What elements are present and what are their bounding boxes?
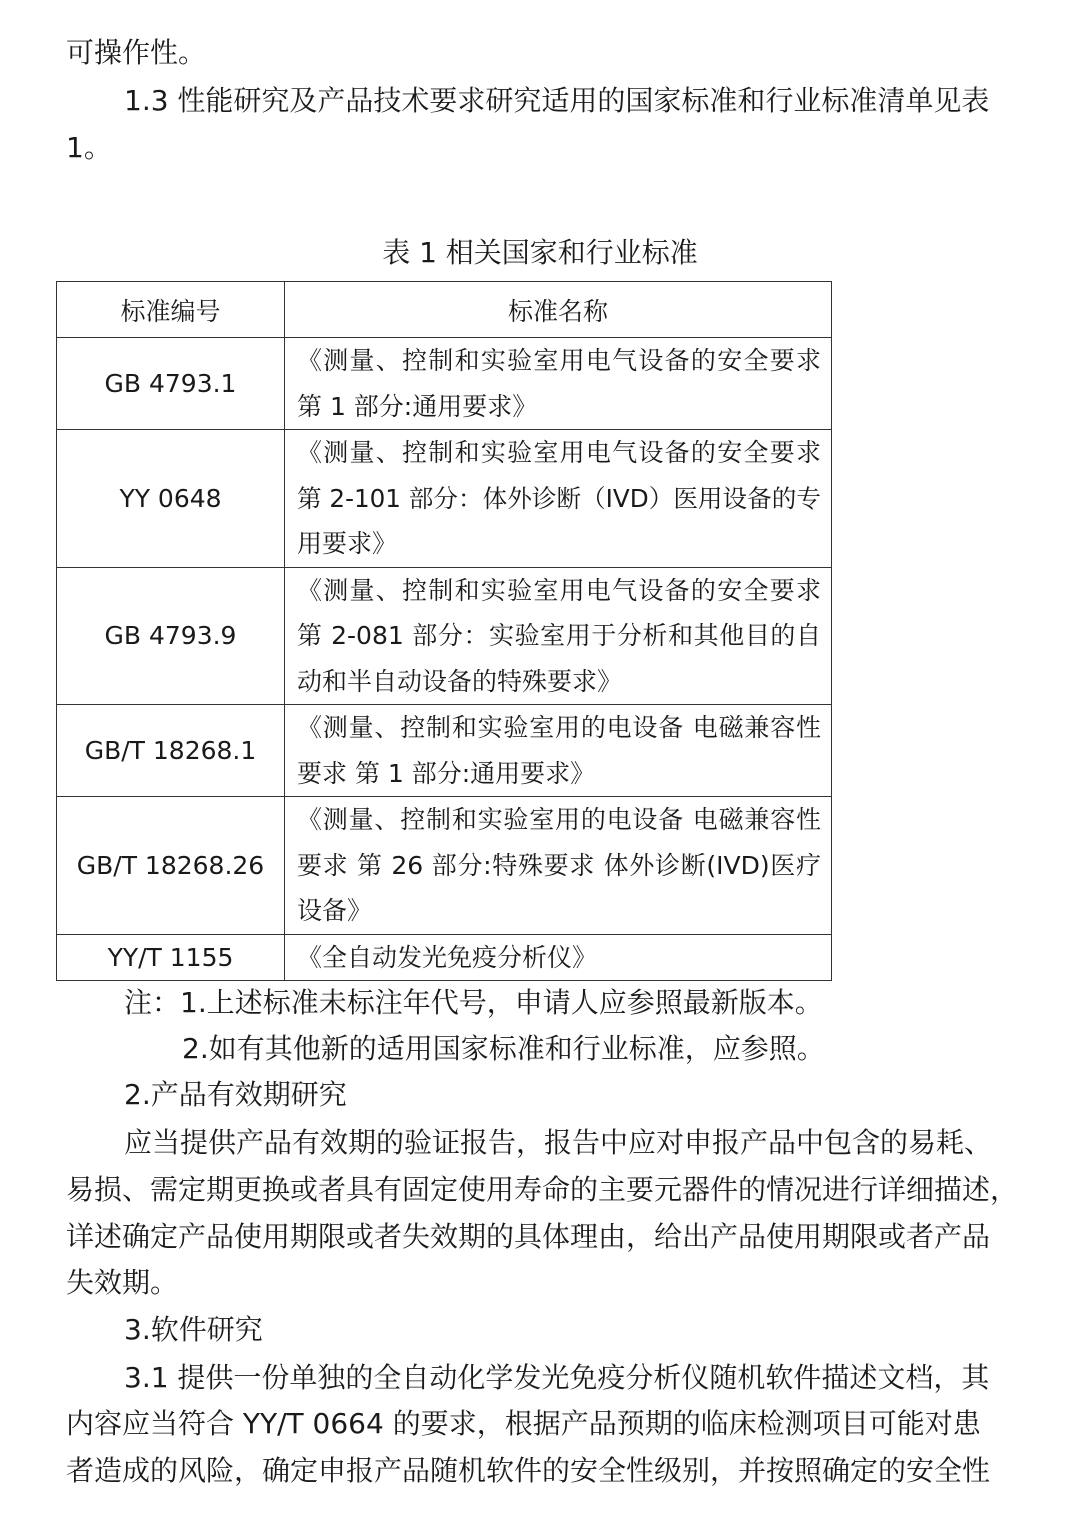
section-heading: 2.产品有效期研究 — [124, 1078, 347, 1111]
standards-table — [56, 281, 832, 981]
standard-name-line: 第 1 部分:通用要求》 — [297, 391, 538, 421]
standard-name-line: 《测量、控制和实验室用电气设备的安全要求 — [297, 346, 821, 375]
standard-name — [285, 567, 832, 705]
paragraph-line: 者造成的风险，确定申报产品随机软件的安全性级别，并按照确定的安全性 — [66, 1454, 991, 1487]
standard-code: GB 4793.9 — [57, 567, 285, 705]
standard-code: GB 4793.1 — [57, 338, 285, 430]
standard-code: YY/T 1155 — [57, 934, 285, 981]
standard-name-line: 用要求》 — [297, 529, 398, 558]
table-header-row — [57, 282, 832, 338]
table-row — [57, 934, 832, 981]
standard-name-line: 《测量、控制和实验室用的电设备 电磁兼容性 — [297, 805, 821, 834]
table-caption: 表 1 相关国家和行业标准 — [382, 236, 698, 269]
paragraph-line: 内容应当符合 YY/T 0664 的要求，根据产品预期的临床检测项目可能对患 — [66, 1407, 981, 1440]
standard-name-line: 动和半自动设备的特殊要求》 — [297, 666, 623, 696]
standard-name-line: 要求 第 1 部分:通用要求》 — [297, 758, 596, 788]
header-standard-name: 标准名称 — [285, 282, 832, 338]
standard-code: YY 0648 — [57, 430, 285, 568]
table-row — [57, 430, 832, 568]
standard-name-line: 要求 第 26 部分:特殊要求 体外诊断(IVD)医疗 — [297, 850, 821, 880]
standard-name — [285, 430, 832, 568]
header-standard-code: 标准编号 — [57, 282, 285, 338]
table-row — [57, 338, 832, 430]
table-row — [57, 797, 832, 935]
table-note: 2.如有其他新的适用国家标准和行业标准，应参照。 — [182, 1032, 825, 1065]
standard-name-line: 《全自动发光免疫分析仪》 — [297, 942, 598, 972]
paragraph-line: 1.3 性能研究及产品技术要求研究适用的国家标准和行业标准清单见表 — [124, 84, 990, 117]
section-heading: 3.软件研究 — [124, 1313, 263, 1346]
paragraph-line: 详述确定产品使用期限或者失效期的具体理由，给出产品使用期限或者产品 — [66, 1220, 991, 1253]
table-note: 注：1.上述标准未标注年代号，申请人应参照最新版本。 — [124, 986, 823, 1019]
table-row — [57, 705, 832, 797]
standard-name — [285, 797, 832, 935]
standard-name-line: 第 2-081 部分：实验室用于分析和其他目的自 — [297, 621, 821, 650]
paragraph-line: 应当提供产品有效期的验证报告，报告中应对申报产品中包含的易耗、 — [124, 1126, 993, 1159]
standard-name-line: 《测量、控制和实验室用电气设备的安全要求 — [297, 575, 821, 605]
paragraph-line: 失效期。 — [66, 1266, 179, 1299]
paragraph-line: 可操作性。 — [66, 36, 207, 69]
table-row — [57, 567, 832, 705]
standard-name-line: 第 2-101 部分：体外诊断（IVD）医用设备的专 — [297, 483, 821, 513]
standard-name — [285, 705, 832, 797]
paragraph-line: 3.1 提供一份单独的全自动化学发光免疫分析仪随机软件描述文档，其 — [124, 1361, 990, 1394]
standard-name-line: 设备》 — [297, 896, 373, 925]
paragraph-line: 1。 — [66, 131, 112, 164]
standard-name-line: 《测量、控制和实验室用的电设备 电磁兼容性 — [297, 713, 821, 742]
standard-code: GB/T 18268.1 — [57, 705, 285, 797]
standard-name-line: 《测量、控制和实验室用电气设备的安全要求 — [297, 438, 821, 467]
standard-code: GB/T 18268.26 — [57, 797, 285, 935]
paragraph-line: 易损、需定期更换或者具有固定使用寿命的主要元器件的情况进行详细描述， — [66, 1173, 1019, 1206]
standard-name — [285, 338, 832, 430]
standard-name — [285, 934, 832, 981]
